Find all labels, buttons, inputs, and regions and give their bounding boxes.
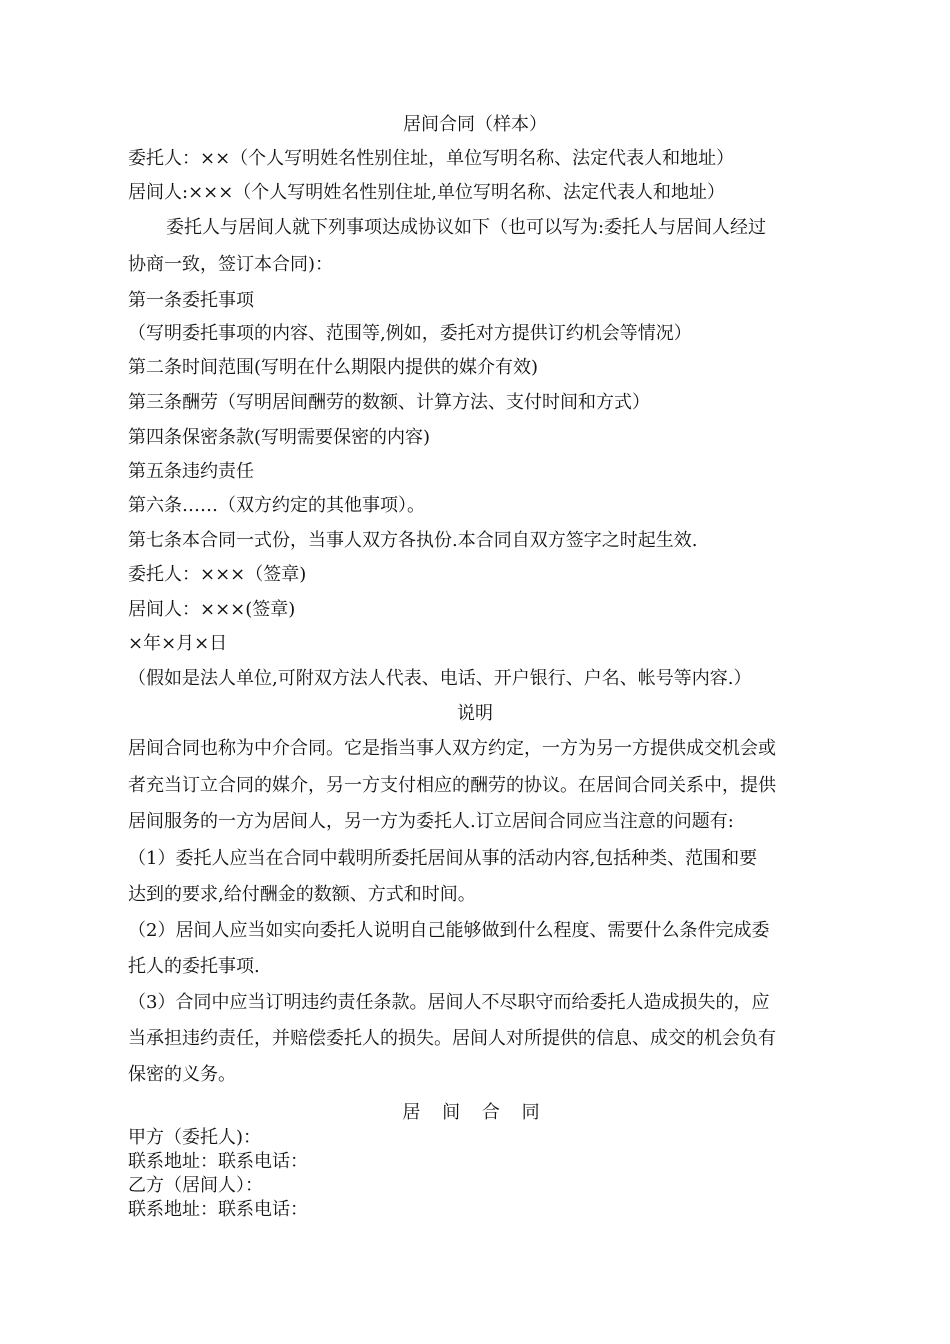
article-2: 第二条时间范围(写明在什么期限内提供的媒介有效): [128, 357, 539, 378]
signature-intermediary: 居间人：×××(签章): [128, 599, 296, 620]
intro-line-1: 委托人与居间人就下列事项达成协议如下（也可以写为:委托人与居间人经过: [166, 217, 767, 238]
article-1-note: （写明委托事项的内容、范围等,例如，委托对方提供订约机会等情况）: [128, 323, 692, 344]
explanation-p1-line-3: 居间服务的一方为居间人，另一方为委托人.订立居间合同应当注意的问题有:: [128, 811, 734, 832]
point-3-line-2: 当承担违约责任，并赔偿委托人的损失。居间人对所提供的信息、成交的机会负有: [128, 1028, 776, 1049]
point-2-line-1: （2）居间人应当如实向委托人说明自己能够做到什么程度、需要什么条件完成委: [128, 920, 770, 941]
sample-title: 居间合同（样本）: [403, 114, 547, 135]
sign-date: ×年×月×日: [128, 633, 228, 654]
party-b-contact: 联系地址：联系电话：: [128, 1199, 308, 1220]
intermediary-line: 居间人:×××（个人写明姓名性别住址,单位写明名称、法定代表人和地址）: [128, 182, 726, 203]
point-1-line-2: 达到的要求,给付酬金的数额、方式和时间。: [128, 884, 476, 905]
intro-line-2: 协商一致，签订本合同)：: [128, 254, 334, 275]
client-line: 委托人：××（个人写明姓名性别住址，单位写明名称、法定代表人和地址）: [128, 148, 735, 169]
party-b: 乙方（居间人）：: [128, 1175, 263, 1196]
article-1: 第一条委托事项: [128, 290, 254, 311]
article-7: 第七条本合同一式份，当事人双方各执份.本合同自双方签字之时起生效.: [128, 530, 698, 551]
explanation-heading: 说明: [457, 703, 493, 724]
signature-client: 委托人：×××（签章): [128, 564, 307, 585]
point-3-line-1: （3）合同中应当订明违约责任条款。居间人不尽职守而给委托人造成损失的，应: [128, 992, 770, 1013]
party-a-contact: 联系地址：联系电话：: [128, 1151, 308, 1172]
article-3: 第三条酬劳（写明居间酬劳的数额、计算方法、支付时间和方式）: [128, 392, 650, 413]
article-6: 第六条……（双方约定的其他事项）。: [128, 495, 425, 516]
party-a: 甲方（委托人)：: [128, 1127, 262, 1148]
legal-entity-note: （假如是法人单位,可附双方法人代表、电话、开户银行、户名、帐号等内容.）: [128, 668, 752, 689]
contract-heading: 居 间 合 同: [402, 1102, 548, 1123]
article-4: 第四条保密条款(写明需要保密的内容): [128, 427, 431, 448]
explanation-p1-line-1: 居间合同也称为中介合同。它是指当事人双方约定，一方为另一方提供成交机会或: [128, 738, 776, 759]
explanation-p1-line-2: 者充当订立合同的媒介，另一方支付相应的酬劳的协议。在居间合同关系中，提供: [128, 775, 776, 796]
point-2-line-2: 托人的委托事项.: [128, 956, 260, 977]
point-1-line-1: （1）委托人应当在合同中载明所委托居间从事的活动内容,包括种类、范围和要: [128, 848, 758, 869]
article-5: 第五条违约责任: [128, 461, 254, 482]
point-3-line-3: 保密的义务。: [128, 1064, 236, 1085]
